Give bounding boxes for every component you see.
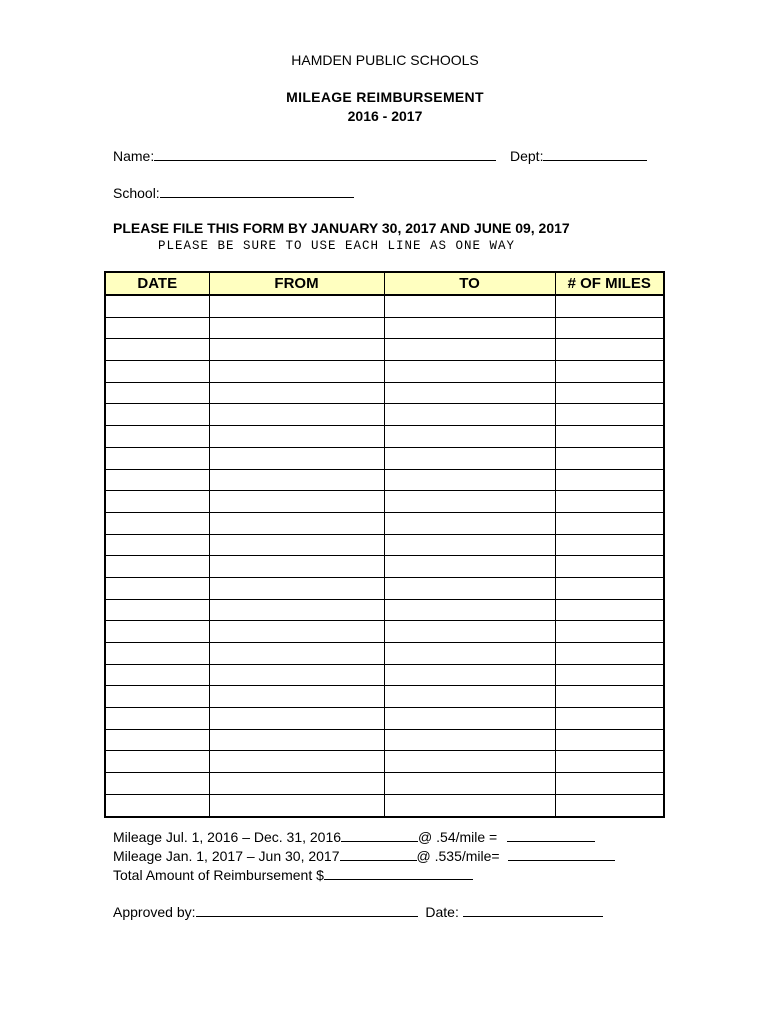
table-row <box>105 708 664 730</box>
to-cell[interactable] <box>384 708 555 730</box>
approved-by-field[interactable] <box>196 902 418 917</box>
dept-row <box>510 146 647 164</box>
to-cell[interactable] <box>384 773 555 795</box>
miles-cell[interactable] <box>555 556 664 578</box>
rate2-miles-field[interactable] <box>340 846 417 861</box>
date-cell[interactable] <box>105 794 209 816</box>
table-row <box>105 295 664 317</box>
miles-cell[interactable] <box>555 729 664 751</box>
miles-cell[interactable] <box>555 361 664 383</box>
date-cell[interactable] <box>105 426 209 448</box>
miles-cell[interactable] <box>555 447 664 469</box>
date-cell[interactable] <box>105 556 209 578</box>
table-row <box>105 773 664 795</box>
to-cell[interactable] <box>384 339 555 361</box>
school-label: School: <box>113 185 160 201</box>
date-cell[interactable] <box>105 599 209 621</box>
miles-cell[interactable] <box>555 534 664 556</box>
rate1-label: Mileage Jul. 1, 2016 – Dec. 31, 2016 <box>113 829 342 845</box>
to-cell[interactable] <box>384 295 555 317</box>
table-row <box>105 447 664 469</box>
to-cell[interactable] <box>384 751 555 773</box>
total-row <box>113 865 473 883</box>
to-cell[interactable] <box>384 469 555 491</box>
from-cell[interactable] <box>209 729 384 751</box>
table-row <box>105 317 664 339</box>
miles-cell[interactable] <box>555 686 664 708</box>
rate2-row <box>113 846 615 864</box>
rate1-row <box>113 827 595 845</box>
to-cell[interactable] <box>384 794 555 816</box>
date-cell[interactable] <box>105 361 209 383</box>
to-cell[interactable] <box>384 534 555 556</box>
deadline-notice: PLEASE FILE THIS FORM BY JANUARY 30, 2017 AND JUNE 09, 2017 <box>113 220 570 236</box>
date-cell[interactable] <box>105 643 209 665</box>
rate2-label: Mileage Jan. 1, 2017 – Jun 30, 2017 <box>113 848 340 864</box>
date-cell[interactable] <box>105 317 209 339</box>
to-cell[interactable] <box>384 317 555 339</box>
to-cell[interactable] <box>384 512 555 534</box>
from-cell[interactable] <box>209 621 384 643</box>
mileage-table <box>104 271 665 818</box>
to-cell[interactable] <box>384 361 555 383</box>
col-header-date: DATE <box>105 272 209 295</box>
from-cell[interactable] <box>209 556 384 578</box>
from-cell[interactable] <box>209 317 384 339</box>
table-row <box>105 426 664 448</box>
miles-cell[interactable] <box>555 664 664 686</box>
miles-cell[interactable] <box>555 469 664 491</box>
from-cell[interactable] <box>209 643 384 665</box>
table-row <box>105 599 664 621</box>
miles-cell[interactable] <box>555 643 664 665</box>
rate2-rate: @ .535/mile= <box>416 848 500 864</box>
date-cell[interactable] <box>105 382 209 404</box>
form-title: MILEAGE REIMBURSEMENT <box>286 89 484 105</box>
table-row <box>105 339 664 361</box>
miles-cell[interactable] <box>555 317 664 339</box>
rate1-rate: @ .54/mile = <box>418 829 498 845</box>
to-cell[interactable] <box>384 599 555 621</box>
table-row <box>105 577 664 599</box>
miles-cell[interactable] <box>555 404 664 426</box>
to-cell[interactable] <box>384 577 555 599</box>
date-cell[interactable] <box>105 686 209 708</box>
from-cell[interactable] <box>209 686 384 708</box>
to-cell[interactable] <box>384 447 555 469</box>
from-cell[interactable] <box>209 512 384 534</box>
school-row <box>113 183 354 201</box>
date-cell[interactable] <box>105 751 209 773</box>
from-cell[interactable] <box>209 361 384 383</box>
date-cell[interactable] <box>105 621 209 643</box>
date-cell[interactable] <box>105 664 209 686</box>
miles-cell[interactable] <box>555 339 664 361</box>
from-cell[interactable] <box>209 295 384 317</box>
date-cell[interactable] <box>105 512 209 534</box>
miles-cell[interactable] <box>555 295 664 317</box>
date-cell[interactable] <box>105 773 209 795</box>
dept-field[interactable] <box>543 146 647 161</box>
miles-cell[interactable] <box>555 426 664 448</box>
miles-cell[interactable] <box>555 599 664 621</box>
from-cell[interactable] <box>209 773 384 795</box>
date-cell[interactable] <box>105 708 209 730</box>
total-label: Total Amount of Reimbursement $ <box>113 867 324 883</box>
from-cell[interactable] <box>209 708 384 730</box>
name-label: Name: <box>113 148 155 164</box>
miles-cell[interactable] <box>555 491 664 513</box>
date-cell[interactable] <box>105 534 209 556</box>
to-cell[interactable] <box>384 643 555 665</box>
date-cell[interactable] <box>105 729 209 751</box>
name-field[interactable] <box>154 146 496 161</box>
miles-cell[interactable] <box>555 794 664 816</box>
approved-label: Approved by: <box>113 904 196 920</box>
rate2-amount-field[interactable] <box>508 846 615 861</box>
table-row <box>105 469 664 491</box>
miles-cell[interactable] <box>555 708 664 730</box>
table-row <box>105 794 664 816</box>
from-cell[interactable] <box>209 794 384 816</box>
date-cell[interactable] <box>105 339 209 361</box>
table-body <box>105 295 664 817</box>
table-row <box>105 664 664 686</box>
org-name: HAMDEN PUBLIC SCHOOLS <box>291 52 479 68</box>
to-cell[interactable] <box>384 382 555 404</box>
from-cell[interactable] <box>209 404 384 426</box>
to-cell[interactable] <box>384 621 555 643</box>
date-label: Date: <box>425 904 459 920</box>
col-header-to: TO <box>384 272 555 295</box>
instruction-note: PLEASE BE SURE TO USE EACH LINE AS ONE WAY <box>158 239 516 253</box>
date-cell[interactable] <box>105 577 209 599</box>
from-cell[interactable] <box>209 469 384 491</box>
miles-cell[interactable] <box>555 751 664 773</box>
approval-row <box>113 902 603 920</box>
miles-cell[interactable] <box>555 621 664 643</box>
miles-cell[interactable] <box>555 577 664 599</box>
rate1-amount-field[interactable] <box>507 827 595 842</box>
from-cell[interactable] <box>209 751 384 773</box>
miles-cell[interactable] <box>555 382 664 404</box>
from-cell[interactable] <box>209 447 384 469</box>
dept-label: Dept: <box>510 148 544 164</box>
school-year: 2016 - 2017 <box>347 108 423 124</box>
table-row <box>105 361 664 383</box>
miles-cell[interactable] <box>555 773 664 795</box>
table-header-row <box>105 272 664 295</box>
miles-cell[interactable] <box>555 512 664 534</box>
to-cell[interactable] <box>384 729 555 751</box>
table-row <box>105 512 664 534</box>
to-cell[interactable] <box>384 686 555 708</box>
from-cell[interactable] <box>209 577 384 599</box>
col-header-from: FROM <box>209 272 384 295</box>
from-cell[interactable] <box>209 599 384 621</box>
to-cell[interactable] <box>384 404 555 426</box>
table-row <box>105 686 664 708</box>
school-field[interactable] <box>160 183 354 198</box>
table-row <box>105 404 664 426</box>
to-cell[interactable] <box>384 491 555 513</box>
from-cell[interactable] <box>209 664 384 686</box>
rate1-miles-field[interactable] <box>341 827 418 842</box>
table-row <box>105 556 664 578</box>
to-cell[interactable] <box>384 556 555 578</box>
table-row <box>105 534 664 556</box>
to-cell[interactable] <box>384 426 555 448</box>
name-row <box>113 146 496 164</box>
from-cell[interactable] <box>209 426 384 448</box>
total-amount-field[interactable] <box>324 865 473 880</box>
table-row <box>105 382 664 404</box>
from-cell[interactable] <box>209 339 384 361</box>
approval-date-field[interactable] <box>463 902 603 917</box>
table-row <box>105 643 664 665</box>
table-row <box>105 491 664 513</box>
to-cell[interactable] <box>384 664 555 686</box>
date-cell[interactable] <box>105 295 209 317</box>
from-cell[interactable] <box>209 382 384 404</box>
date-cell[interactable] <box>105 404 209 426</box>
from-cell[interactable] <box>209 534 384 556</box>
table-row <box>105 621 664 643</box>
date-cell[interactable] <box>105 491 209 513</box>
date-cell[interactable] <box>105 469 209 491</box>
col-header-miles: # OF MILES <box>555 272 664 295</box>
table-row <box>105 751 664 773</box>
from-cell[interactable] <box>209 491 384 513</box>
table-row <box>105 729 664 751</box>
date-cell[interactable] <box>105 447 209 469</box>
